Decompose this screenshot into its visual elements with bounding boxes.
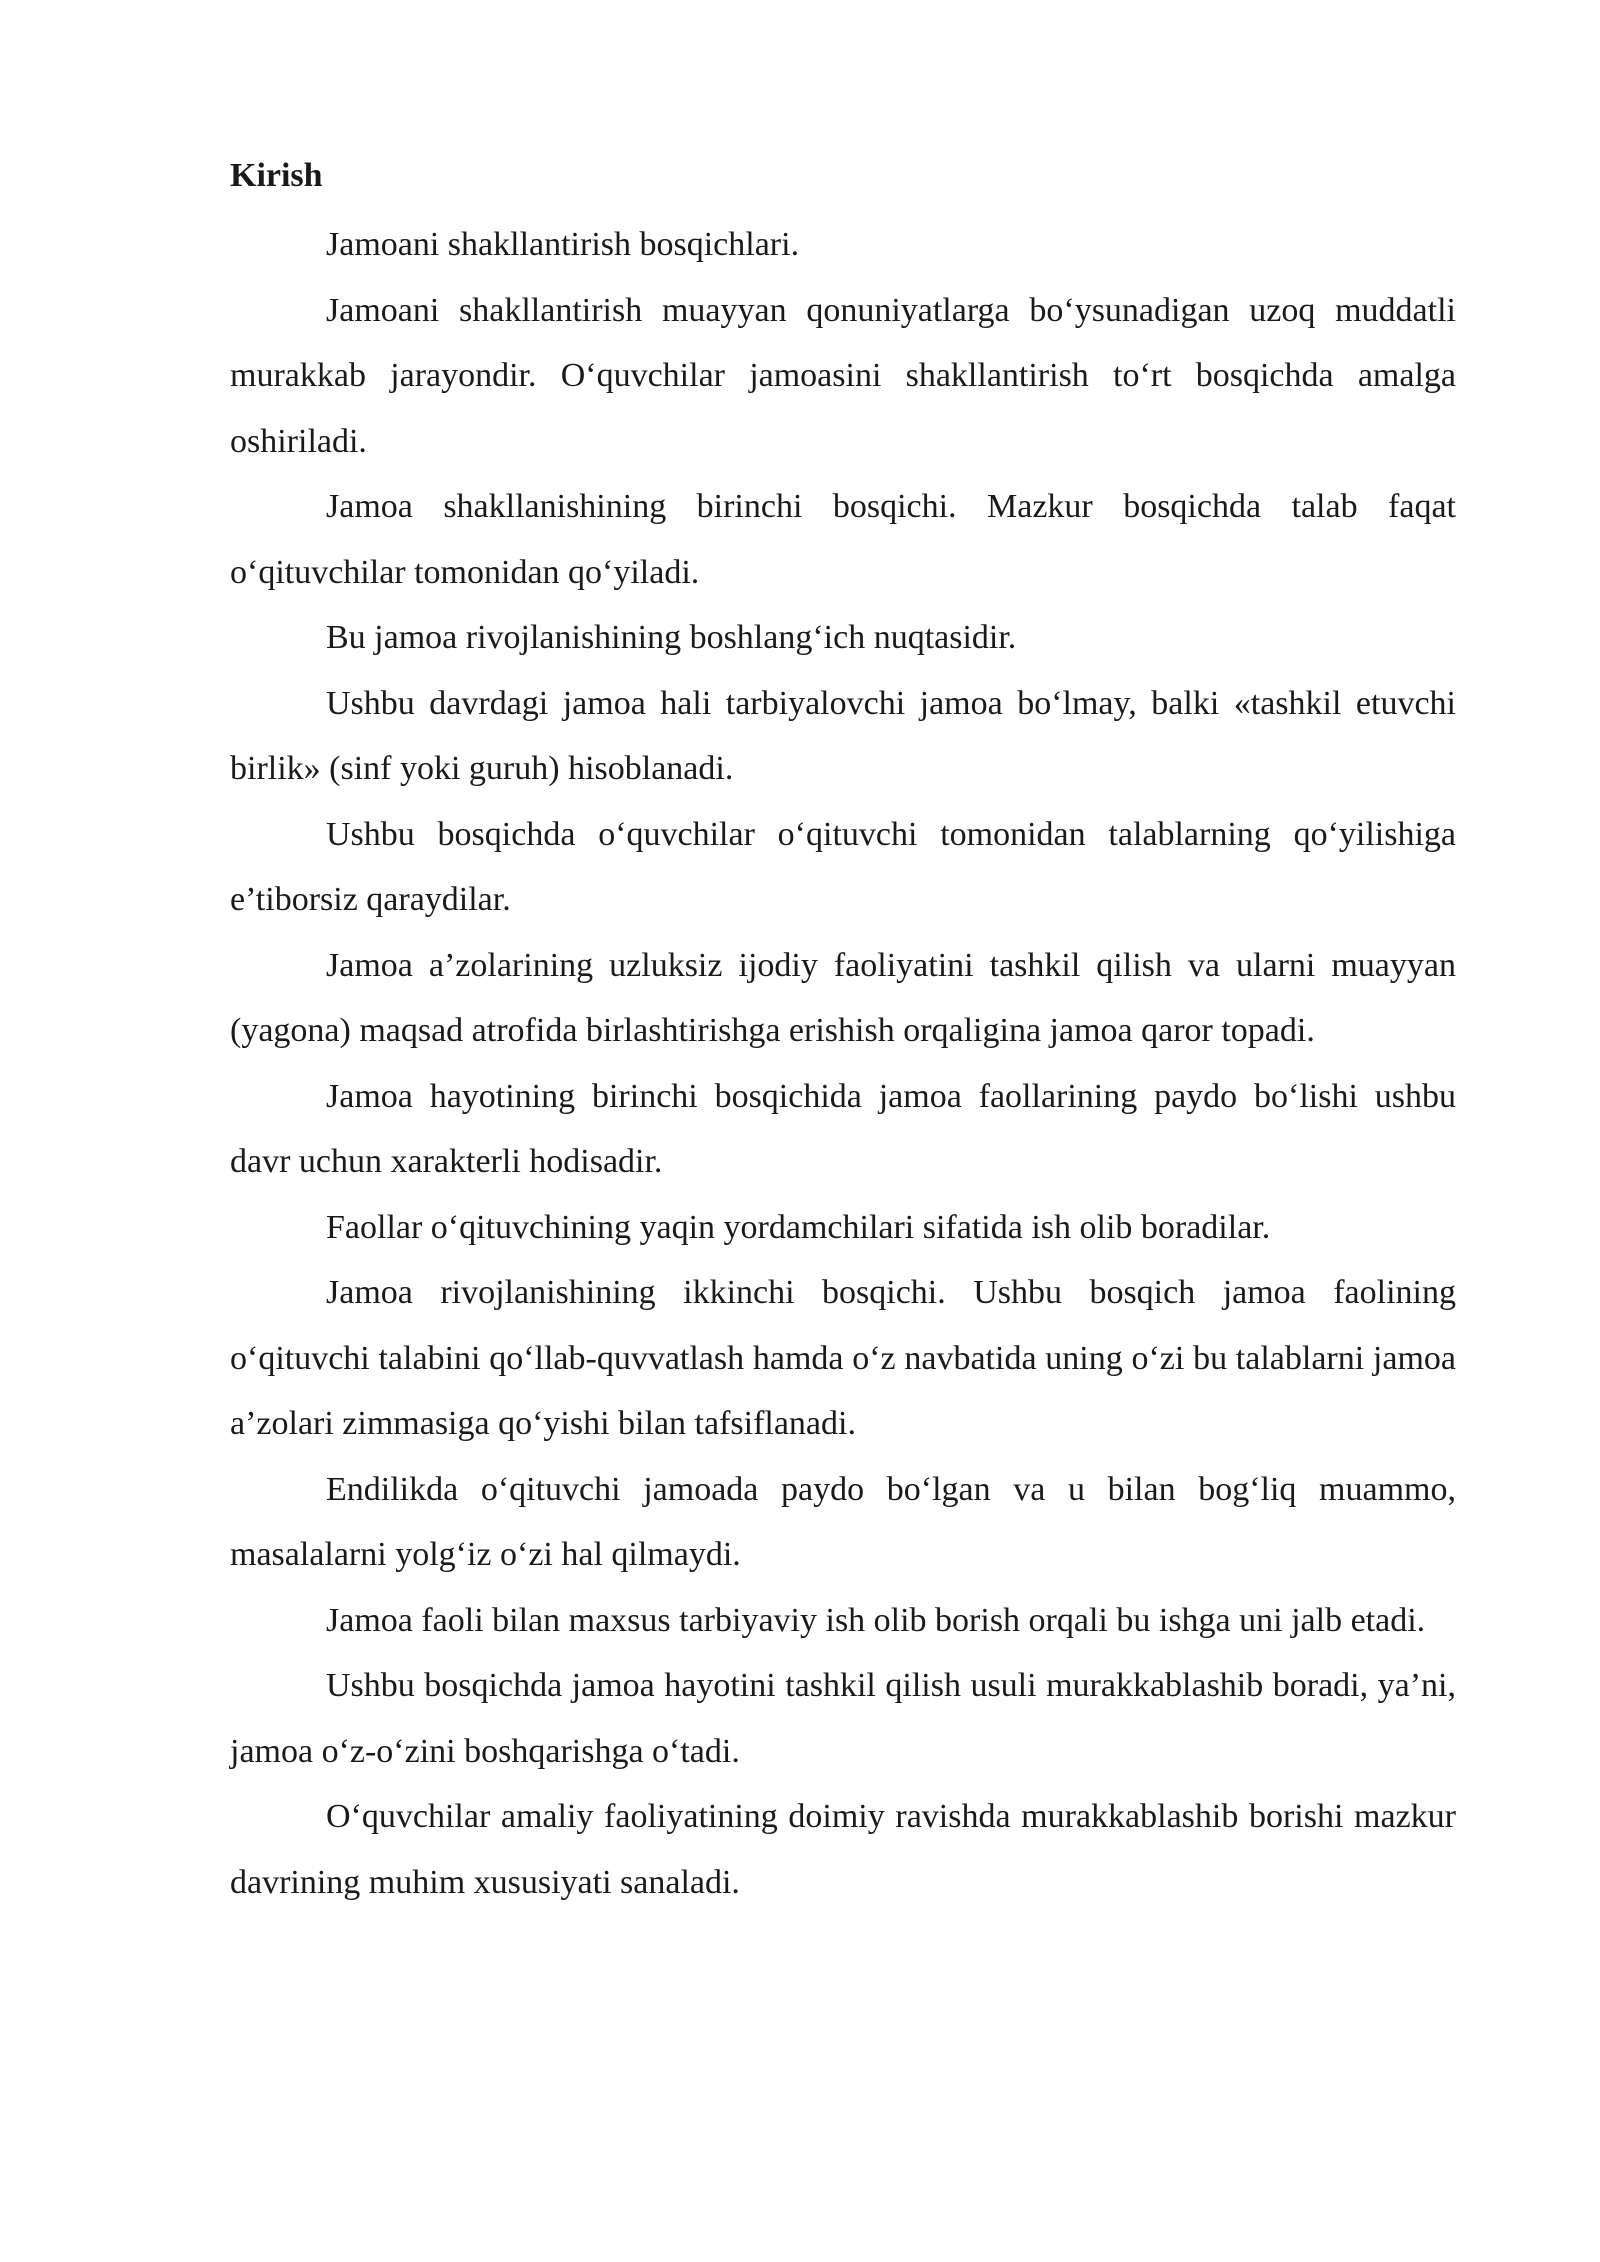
paragraph-1: Jamoani shakllantirish bosqichlari. <box>326 226 800 263</box>
paragraph-3: Jamoa shakllanishining birinchi bosqichi. Mazkur bosqichda talab faqat o‘qituvchilar tomonidan qo‘yiladi. <box>230 488 1456 591</box>
paragraph-11: Endilikda o‘qituvchi jamoada paydo bo‘lgan va u bilan bog‘liq muammo, masalalarni yolg‘iz o‘zi hal qilmaydi. <box>230 1470 1456 1573</box>
paragraph-4: Bu jamoa rivojlanishining boshlang‘ich nuqtasidir. <box>326 619 1017 656</box>
paragraph-9: Faollar o‘qituvchining yaqin yordamchilari sifatida ish olib boradilar. <box>326 1208 1271 1246</box>
paragraph-2: Jamoani shakllantirish muayyan qonuniyatlarga bo‘ysunadigan uzoq muddatli murakkab jarayondir. O‘quvchilar jamoasini shakllantirish to‘rt bosqichda amalga oshiriladi. <box>230 291 1456 460</box>
paragraph-7: Jamoa a’zolarining uzluksiz ijodiy faoliyatini tashkil qilish va ularni muayyan (yagona) maqsad atrofida birlashtirishga erishish orqaligina jamoa qaror topadi. <box>230 946 1456 1049</box>
paragraph-12: Jamoa faoli bilan maxsus tarbiyaviy ish olib borish orqali bu ishga uni jalb etadi. <box>326 1601 1426 1639</box>
paragraph-10: Jamoa rivojlanishining ikkinchi bosqichi. Ushbu bosqich jamoa faolining o‘qituvchi talabini qo‘llab-quvvatlash hamda o‘z navbatida uning o‘zi bu talablarni jamoa a’zolari zimmasiga qo‘yishi bilan tafsiflanadi. <box>230 1274 1456 1442</box>
paragraph-13: Ushbu bosqichda jamoa hayotini tashkil qilish usuli murakkablashib boradi, ya’ni, jamoa o‘z-o‘zini boshqarishga o‘tadi. <box>230 1667 1456 1770</box>
paragraph-14: O‘quvchilar amaliy faoliyatining doimiy ravishda murakkablashib borishi mazkur davrining muhim xususiyati sanaladi. <box>230 1798 1456 1901</box>
section-heading: Kirish <box>230 157 323 194</box>
paragraph-5: Ushbu davrdagi jamoa hali tarbiyalovchi jamoa bo‘lmay, balki «tashkil etuvchi birlik» (sinf yoki guruh) hisoblanadi. <box>230 684 1456 787</box>
document-body <box>230 140 1456 1915</box>
paragraph-6: Ushbu bosqichda o‘quvchilar o‘qituvchi tomonidan talablarning qo‘yilishiga e’tiborsiz qaraydilar. <box>230 815 1456 918</box>
paragraph-8: Jamoa hayotining birinchi bosqichida jamoa faollarining paydo bo‘lishi ushbu davr uchun xarakterli hodisadir. <box>230 1077 1456 1180</box>
